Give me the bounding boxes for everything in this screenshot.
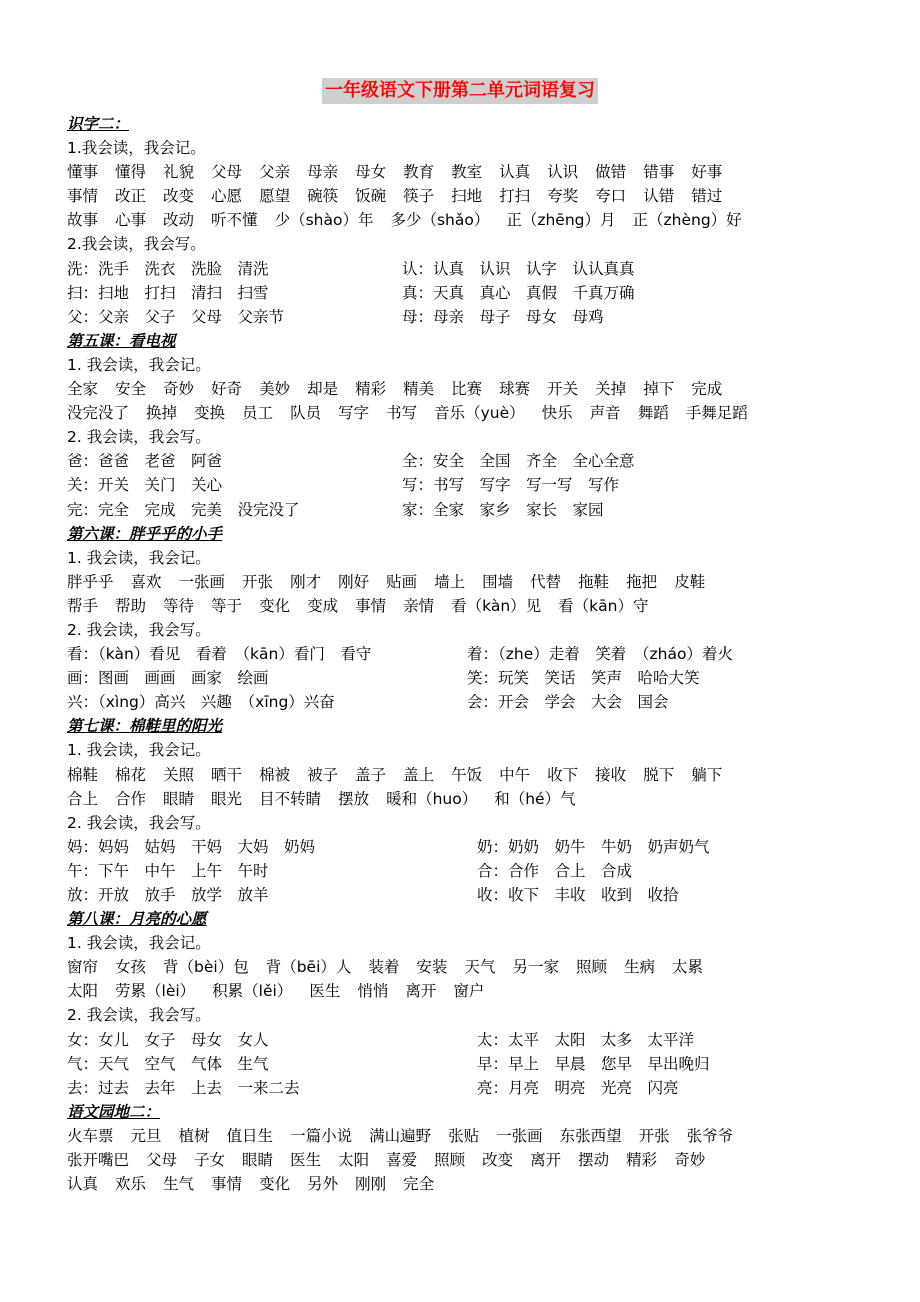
word-row [67,184,867,208]
word: 父母 [211,163,243,182]
write-row [67,1028,867,1052]
word: 精美 [403,380,435,399]
write-left: 爸：爸爸 老爸 阿爸 [67,452,223,471]
word: 心愿 [211,187,243,206]
word: 碗筷 [307,187,339,206]
word: 元旦 [130,1126,162,1145]
word: 生病 [623,958,655,977]
word: 夸口 [595,187,627,206]
word: 积累（lěi） [212,982,293,1001]
word: 围墙 [482,572,514,591]
word: 医生 [290,1151,322,1170]
write-row [67,257,867,281]
word: 张爷爷 [686,1126,734,1145]
word: 完成 [691,380,723,399]
word: 悄悄 [357,982,389,1001]
word: 胖乎乎 [67,572,114,591]
word: 劳累（lèi） [115,982,196,1001]
word: 照顾 [434,1151,466,1170]
write-row [67,473,867,497]
word: 打扫 [499,187,531,206]
word: 另外 [307,1175,339,1194]
word: 舞蹈 [637,404,669,423]
word: 母女 [355,163,387,182]
word: 音乐（yuè） [434,404,525,423]
write-row [67,305,867,329]
word: 没完没了 [67,404,130,423]
word: 心事 [115,211,147,230]
word: 认真 [67,1175,99,1194]
word: 声音 [589,404,621,423]
word: 背（bèi）包 [163,958,249,977]
write-row [67,642,867,666]
word: 美妙 [259,380,291,399]
write-right: 亮：月亮 明亮 光亮 闪亮 [477,1078,679,1097]
word: 等待 [163,596,195,615]
write-row [67,1052,867,1076]
word: 改动 [163,211,195,230]
word: 变成 [307,596,339,615]
word: 刚好 [338,572,370,591]
word: 窗帘 [67,958,99,977]
word-row [67,208,867,232]
write-left: 女：女儿 女子 母女 女人 [67,1030,269,1049]
write-left: 洗：洗手 洗衣 洗脸 清洗 [67,259,269,278]
word: 东张西望 [559,1126,622,1145]
word: 一篇小说 [290,1126,353,1145]
word: 书写 [386,404,418,423]
section-heading: 第五课：看电视 [67,331,176,350]
word: 看（kàn）见 [451,596,542,615]
word: 全家 [67,380,99,399]
word: 医生 [309,982,341,1001]
write-left: 放：开放 放手 放学 放羊 [67,886,269,904]
word: 好奇 [211,380,243,399]
word: 眼睛 [242,1151,274,1170]
write-label: 2. 我会读，我会写。 [67,813,211,832]
word: 事情 [355,596,387,615]
word: 眼睛 [163,789,195,808]
write-label: 2. 我会读，我会写。 [67,620,211,639]
write-right: 笑：玩笑 笑话 笑声 哈哈大笑 [467,669,700,688]
word: 离开 [405,982,437,1001]
write-left: 完：完全 完成 完美 没完没了 [67,500,300,519]
word: 认识 [547,163,579,182]
word-row [67,1172,867,1196]
word: 照顾 [575,958,607,977]
write-label: 2. 我会读，我会写。 [67,1006,211,1025]
write-label: 2. 我会读，我会写。 [67,428,211,447]
write-right: 真：天真 真心 真假 千真万确 [402,283,635,302]
word-row [67,377,867,401]
word: 棉花 [115,765,147,784]
word-row [67,570,867,594]
word: 看（kān）守 [558,596,649,615]
word: 火车票 [67,1126,114,1145]
word: 事情 [211,1175,243,1194]
word: 父亲 [259,163,291,182]
word: 错事 [643,163,675,182]
word: 目不转睛 [259,789,322,808]
word: 天气 [464,958,496,977]
word: 刚才 [290,572,322,591]
word: 亲情 [403,596,435,615]
write-right: 着：（zhe）走着 笑着 （zháo）着火 [467,645,733,664]
write-row [67,498,867,522]
page-title: 一年级语文下册第二单元词语复习 [322,78,598,104]
write-right: 会：开会 学会 大会 国会 [467,693,669,712]
word-row [67,1124,867,1148]
word: 队员 [290,404,322,423]
word: 值日生 [226,1126,274,1145]
write-right: 收：收下 丰收 收到 收拾 [477,886,679,904]
read-label: 1. 我会读，我会记。 [67,934,211,953]
word: 盖子 [355,765,387,784]
word: 安全 [115,380,147,399]
word: 子女 [194,1151,226,1170]
word: 球赛 [499,380,531,399]
word: 开关 [547,380,579,399]
word: 接收 [595,765,627,784]
word: 精彩 [355,380,387,399]
word: 关掉 [595,380,627,399]
word: 礼貌 [163,163,195,182]
word: 故事 [67,211,99,230]
word: 饭碗 [355,187,387,206]
word: 事情 [67,187,99,206]
section-heading: 第八课：月亮的心愿 [67,910,207,929]
word: 合作 [115,789,147,808]
word: 被子 [307,765,339,784]
word: 背（bēi）人 [265,958,352,977]
write-left: 气：天气 空气 气体 生气 [67,1054,269,1073]
word: 筷子 [403,187,435,206]
word-row [67,763,867,787]
word: 盖上 [403,765,435,784]
word: 拖鞋 [578,572,610,591]
write-row [67,835,867,859]
word: 晒干 [211,765,243,784]
word: 教育 [403,163,435,182]
word: 女孩 [115,958,147,977]
word: 变换 [194,404,226,423]
word: 太阳 [67,982,99,1001]
write-right: 写：书写 写字 写一写 写作 [402,476,620,495]
word: 另一家 [512,958,559,977]
write-right: 太：太平 太阳 太多 太平洋 [477,1030,695,1049]
word: 代替 [530,572,562,591]
word: 教室 [451,163,483,182]
write-left: 扫：扫地 打扫 清扫 扫雪 [67,283,269,302]
word: 躺下 [691,765,723,784]
word: 错过 [691,187,723,206]
word: 一张画 [496,1126,543,1145]
word: 一张画 [178,572,226,591]
word: 认真 [499,163,531,182]
write-row [67,666,867,690]
write-right: 奶：奶奶 奶牛 牛奶 奶声奶气 [477,837,710,856]
word: 收下 [547,765,579,784]
word: 满山遍野 [369,1126,432,1145]
write-left: 看：（kàn）看见 看着 （kān）看门 看守 [67,645,372,664]
word: 合上 [67,789,99,808]
word-row [67,594,867,618]
word: 太阳 [338,1151,370,1170]
write-right: 母：母亲 母子 母女 母鸡 [402,307,604,326]
word: 做错 [595,163,627,182]
word: 母亲 [307,163,339,182]
section-heading: 识字二： [67,115,130,133]
word: 好事 [691,163,723,182]
word: 多少（shǎo） [390,211,490,230]
word: 午饭 [451,765,483,784]
word: 欢乐 [115,1175,147,1194]
word: 贴画 [386,572,418,591]
word: 开张 [638,1126,670,1145]
word: 掉下 [643,380,675,399]
read-label: 1. 我会读，我会记。 [67,548,211,567]
word: 棉被 [259,765,291,784]
word: 棉鞋 [67,765,99,784]
word: 太累 [672,958,704,977]
write-right: 家：全家 家乡 家长 家园 [402,500,604,519]
word: 离开 [530,1151,562,1170]
write-row [67,859,867,883]
word-row [67,1148,867,1172]
read-label: 1.我会读，我会记。 [67,139,206,158]
section-heading: 语文园地二： [67,1102,161,1121]
word: 却是 [307,380,339,399]
word: 精彩 [626,1151,658,1170]
write-row [67,690,867,714]
word: 父母 [146,1151,178,1170]
write-left: 兴：（xìng）高兴 兴趣 （xīng）兴奋 [67,693,335,712]
word: 改正 [115,187,147,206]
word: 完全 [403,1175,435,1194]
word: 张开嘴巴 [67,1151,130,1170]
write-left: 画：图画 画画 画家 绘画 [67,669,269,688]
word: 喜欢 [130,572,162,591]
word: 写字 [338,404,370,423]
word: 等于 [211,596,243,615]
word: 扫地 [451,187,483,206]
word: 暖和（huo） [386,789,478,808]
write-right: 认：认真 认识 认字 认认真真 [402,259,635,278]
word: 眼光 [211,789,243,808]
word: 张贴 [448,1126,480,1145]
word: 正（zhēng）月 [506,211,616,230]
write-right: 早：早上 早晨 您早 早出晚归 [477,1054,710,1073]
word: 认错 [643,187,675,206]
word-row [67,160,867,184]
word: 夸奖 [547,187,579,206]
word: 拖把 [626,572,658,591]
word: 开张 [242,572,274,591]
word-row [67,955,867,979]
word: 刚刚 [355,1175,387,1194]
word: 植树 [178,1126,210,1145]
word: 奇妙 [674,1151,706,1170]
write-left: 午：下午 中午 上午 午时 [67,861,269,880]
word: 手舞足蹈 [685,404,748,423]
write-row [67,883,867,907]
word: 愿望 [259,187,291,206]
word: 安装 [416,958,448,977]
word: 中午 [499,765,531,784]
word: 改变 [163,187,195,206]
write-row [67,1076,867,1100]
word: 墙上 [434,572,466,591]
word: 脱下 [643,765,675,784]
word: 员工 [242,404,274,423]
word: 懂事 [67,163,99,182]
word: 懂得 [115,163,147,182]
word: 帮助 [115,596,147,615]
word: 快乐 [541,404,573,423]
word: 变化 [259,1175,291,1194]
word: 帮手 [67,596,99,615]
word: 装着 [368,958,400,977]
write-left: 父：父亲 父子 父母 父亲节 [67,307,285,326]
word: 摆放 [338,789,370,808]
write-left: 关：开关 关门 关心 [67,476,223,495]
word: 听不懂 [211,211,258,230]
write-row [67,281,867,305]
word: 变化 [259,596,291,615]
word-row [67,401,867,425]
word: 比赛 [451,380,483,399]
word: 皮鞋 [674,572,706,591]
write-left: 妈：妈妈 姑妈 干妈 大妈 奶妈 [67,837,316,856]
word: 和（hé）气 [494,789,576,808]
word-row [67,979,867,1003]
write-label: 2.我会读，我会写。 [67,235,206,254]
read-label: 1. 我会读，我会记。 [67,355,211,374]
word: 关照 [163,765,195,784]
write-right: 合：合作 合上 合成 [477,861,633,880]
word: 奇妙 [163,380,195,399]
title-wrap [0,78,920,108]
word: 正（zhèng）好 [632,211,742,230]
section-heading: 第六课：胖乎乎的小手 [67,524,223,543]
word: 改变 [482,1151,514,1170]
word: 窗户 [453,982,485,1001]
write-right: 全：安全 全国 齐全 全心全意 [402,452,635,471]
word: 喜爱 [386,1151,418,1170]
write-row [67,449,867,473]
document-content [67,112,867,1196]
word: 生气 [163,1175,195,1194]
section-heading: 第七课：棉鞋里的阳光 [67,717,223,736]
word: 少（shào）年 [274,211,374,230]
word: 摆动 [578,1151,610,1170]
word-row [67,787,867,811]
write-left: 去：过去 去年 上去 一来二去 [67,1078,300,1097]
read-label: 1. 我会读，我会记。 [67,741,211,760]
word: 换掉 [146,404,178,423]
